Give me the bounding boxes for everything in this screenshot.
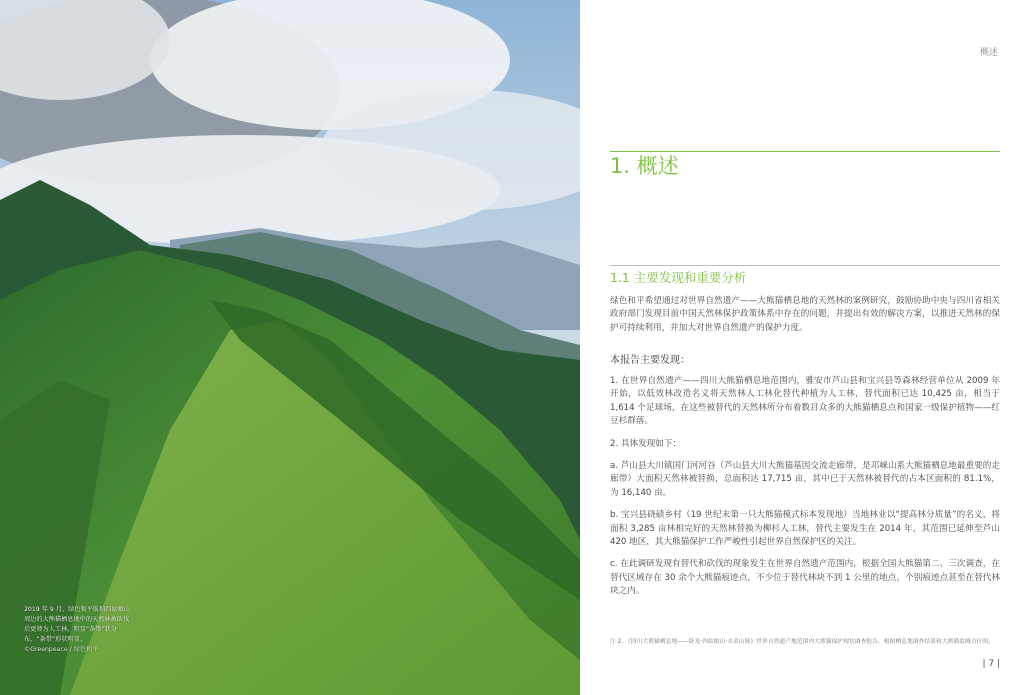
finding-item: a. 芦山县大川镇国门河河谷（芦山县大川大熊猫基因交流走廊带，是邛崃山系大熊猫栖息地最重要的走廊带）大面积天然林被替换，总面积达 17,715 亩，其中已于天然林被替代的占本区面积的 81.1%，为 16,140 亩。 — [610, 461, 1000, 498]
finding-item: b. 宝兴县硗碛乡村（19 世纪末第一只大熊猫模式标本发现地）当地林业以“提高林分质量”的名义，将面积 3,285 亩林相完好的天然林替换为柳杉人工林，替代主要发生在 2014 年，其范围已延伸至芦山 420 地区，其大熊猫保护工作严峻性引起世界自然保护区的关注。 — [610, 510, 1000, 548]
finding-item: 1. 在世界自然遗产——四川大熊猫栖息地范围内，雅安市芦山县和宝兴县等森林经营单位从 2009 年开始，以低效林改造名义将天然林人工林化替代种植为人工林，替代面积已达 10,425 亩，相当于 1,614 个足球场，在这些被替代的天然林所分布着数目众多的大熊猫栖息点和国家一级保护植物——红豆杉群落。 — [610, 376, 1000, 427]
running-head: 概述 — [979, 48, 998, 58]
chapter-title: 1. 概述 — [610, 154, 679, 178]
text-page — [580, 0, 1024, 695]
finding-item: c. 在此调研发现有替代和砍伐的现象发生在世界自然遗产范围内，根据全国大熊猫第二、三次调查，在替代区域存在 30 余个大熊猫痕迹点，不少位于替代林块不到 1 公里的地点，个别痕迹点甚至在替代林块之内。 — [610, 559, 1000, 597]
footnote: 注 2. 《四川大熊猫栖息地——卧龙·四姑娘山·夹金山脉》世界自然遗产地范围内大熊猫保护现状调查报告，根据栖息地调查结果和大熊猫监测点位图。 — [610, 639, 994, 645]
finding-item: 2. 具体发现如下： — [610, 438, 682, 449]
findings-heading: 本报告主要发现： — [610, 355, 690, 366]
photo-caption — [24, 605, 134, 655]
photo-credit: ©Greenpeace / 绿色和平 — [24, 646, 99, 653]
section-rule — [610, 265, 1000, 266]
page-number: | 7 | — [982, 659, 1000, 669]
intro-paragraph: 绿色和平希望通过对世界自然遗产——大熊猫栖息地的天然林的案例研究，鼓励协助中央与四川省相关政府部门发现目前中国天然林保护政策体系中存在的问题，并提出有效的解决方案，以推进天然林的保护可持续利用，并加大对世界自然遗产的保护力度。 — [610, 296, 1000, 333]
caption-text: 2019 年 9 月，绿色和平航拍四姑娘山周边的大熊猫栖息地中的天然林被砍伐后更替为人工林，明显“条带”状分布，“条带”形状明显。 — [24, 606, 131, 643]
section-title: 1.1 主要发现和重要分析 — [610, 270, 747, 285]
findings-list — [610, 375, 1000, 608]
